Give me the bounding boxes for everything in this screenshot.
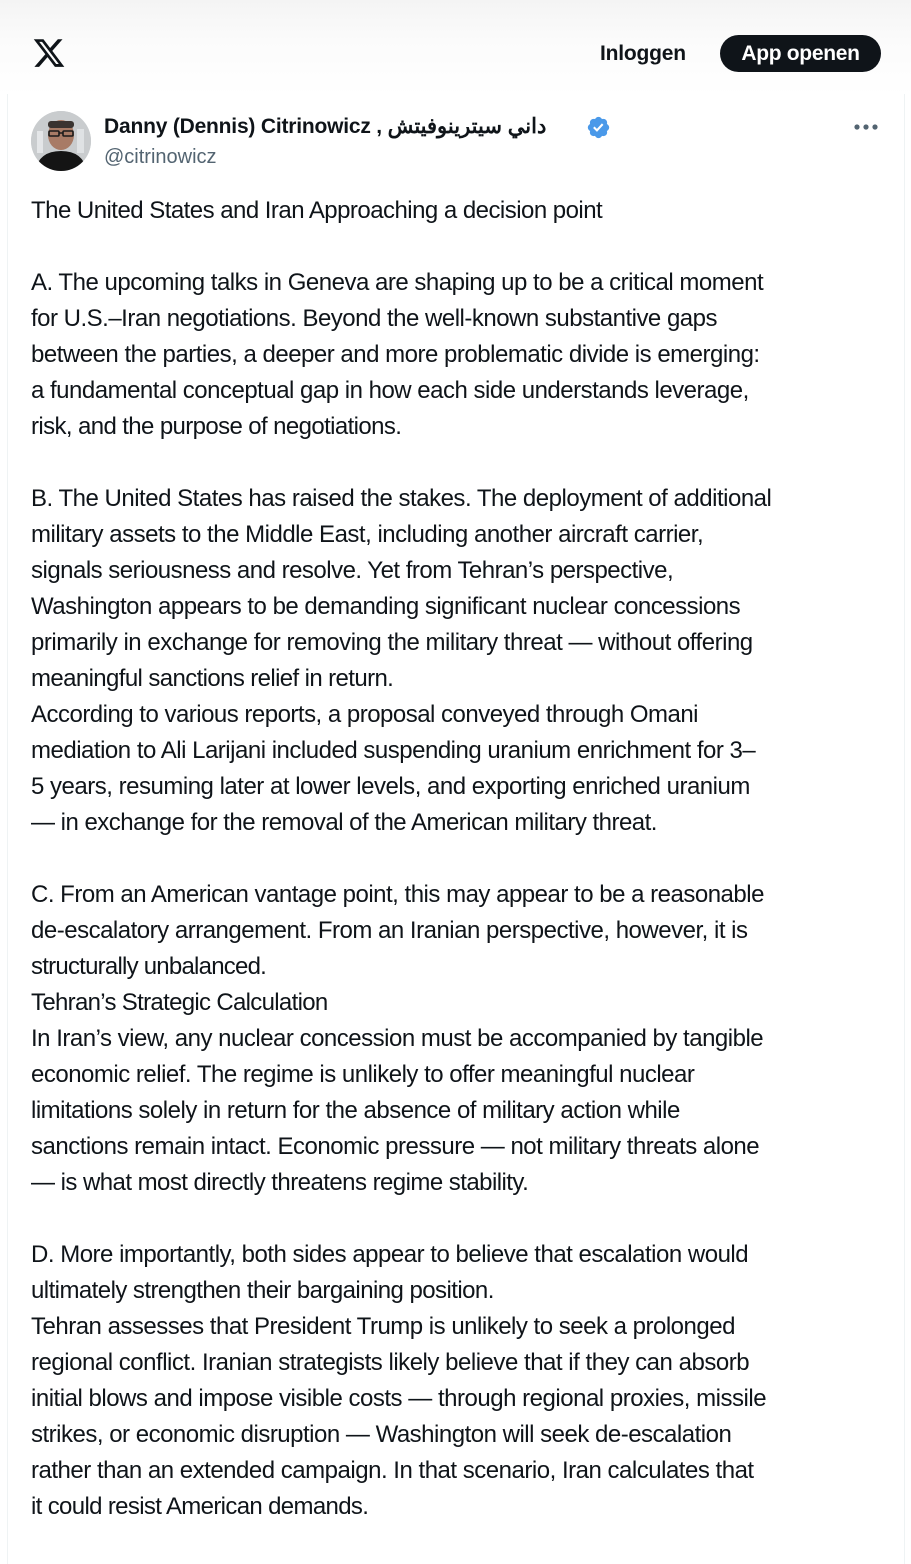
text-line: Tehran’s Strategic Calculation bbox=[31, 989, 328, 1016]
text-line: de-escalatory arrangement. From an Iranian perspective, however, it is bbox=[31, 917, 748, 944]
author-name-arabic: داني سيترينوفيتش bbox=[387, 115, 547, 138]
text-line: A. The upcoming talks in Geneva are shaping up to be a critical moment bbox=[31, 269, 764, 296]
paragraph-a bbox=[31, 265, 891, 445]
open-app-button[interactable]: App openen bbox=[720, 35, 881, 72]
text-line: a fundamental conceptual gap in how each side understands leverage, bbox=[31, 377, 749, 404]
text-line: limitations solely in return for the absence of military action while bbox=[31, 1097, 680, 1124]
text-line: regional conflict. Iranian strategists likely believe that if they can absorb bbox=[31, 1349, 750, 1376]
text-line: In Iran’s view, any nuclear concession must be accompanied by tangible bbox=[31, 1025, 764, 1052]
text-line: Washington appears to be demanding significant nuclear concessions bbox=[31, 593, 741, 620]
text-line: between the parties, a deeper and more problematic divide is emerging: bbox=[31, 341, 760, 368]
paragraph-gap bbox=[31, 445, 891, 481]
text-line: sanctions remain intact. Economic pressure — not military threats alone bbox=[31, 1133, 760, 1160]
text-line: it could resist American demands. bbox=[31, 1493, 369, 1520]
avatar-photo bbox=[31, 111, 91, 171]
text-line: structurally unbalanced. bbox=[31, 953, 267, 980]
paragraph-gap bbox=[31, 1201, 891, 1237]
text-line: According to various reports, a proposal conveyed through Omani bbox=[31, 701, 698, 728]
text-line: economic relief. The regime is unlikely to offer meaningful nuclear bbox=[31, 1061, 695, 1088]
text-line: The United States and Iran Approaching a decision point bbox=[31, 197, 603, 224]
text-line: B. The United States has raised the stakes. The deployment of additional bbox=[31, 485, 772, 512]
more-options-icon[interactable] bbox=[850, 115, 882, 139]
author-name[interactable] bbox=[104, 112, 546, 142]
paragraph-d bbox=[31, 1237, 891, 1525]
text-line: for U.S.–Iran negotiations. Beyond the well-known substantive gaps bbox=[31, 305, 717, 332]
tweet-text bbox=[31, 193, 891, 1525]
text-line: initial blows and impose visible costs — through regional proxies, missile bbox=[31, 1385, 767, 1412]
verified-badge-icon bbox=[586, 115, 611, 140]
tweet-title bbox=[31, 193, 891, 229]
paragraph-c bbox=[31, 877, 891, 1201]
text-line: strikes, or economic disruption — Washington will seek de-escalation bbox=[31, 1421, 732, 1448]
text-line: — is what most directly threatens regime stability. bbox=[31, 1169, 529, 1196]
text-line: meaningful sanctions relief in return. bbox=[31, 665, 394, 692]
text-line: military assets to the Middle East, including another aircraft carrier, bbox=[31, 521, 704, 548]
text-line: rather than an extended campaign. In that scenario, Iran calculates that bbox=[31, 1457, 754, 1484]
text-line: primarily in exchange for removing the military threat — without offering bbox=[31, 629, 753, 656]
text-line: Tehran assesses that President Trump is unlikely to seek a prolonged bbox=[31, 1313, 735, 1340]
text-line: mediation to Ali Larijani included suspending uranium enrichment for 3– bbox=[31, 737, 756, 764]
login-link[interactable]: Inloggen bbox=[600, 42, 686, 65]
top-bar bbox=[0, 0, 911, 96]
x-logo-icon[interactable] bbox=[32, 36, 66, 70]
text-line: ultimately strengthen their bargaining position. bbox=[31, 1277, 494, 1304]
text-line: risk, and the purpose of negotiations. bbox=[31, 413, 402, 440]
author-handle[interactable]: @citrinowicz bbox=[104, 146, 217, 168]
avatar[interactable] bbox=[31, 111, 91, 171]
text-line: — in exchange for the removal of the American military threat. bbox=[31, 809, 657, 836]
text-line: signals seriousness and resolve. Yet from Tehran’s perspective, bbox=[31, 557, 674, 584]
paragraph-gap bbox=[31, 229, 891, 265]
author-name-latin: Danny (Dennis) Citrinowicz , bbox=[104, 115, 382, 138]
text-line: 5 years, resuming later at lower levels, and exporting enriched uranium bbox=[31, 773, 750, 800]
text-line: C. From an American vantage point, this may appear to be a reasonable bbox=[31, 881, 764, 908]
paragraph-b bbox=[31, 481, 891, 841]
text-line: D. More importantly, both sides appear to believe that escalation would bbox=[31, 1241, 749, 1268]
paragraph-gap bbox=[31, 841, 891, 877]
